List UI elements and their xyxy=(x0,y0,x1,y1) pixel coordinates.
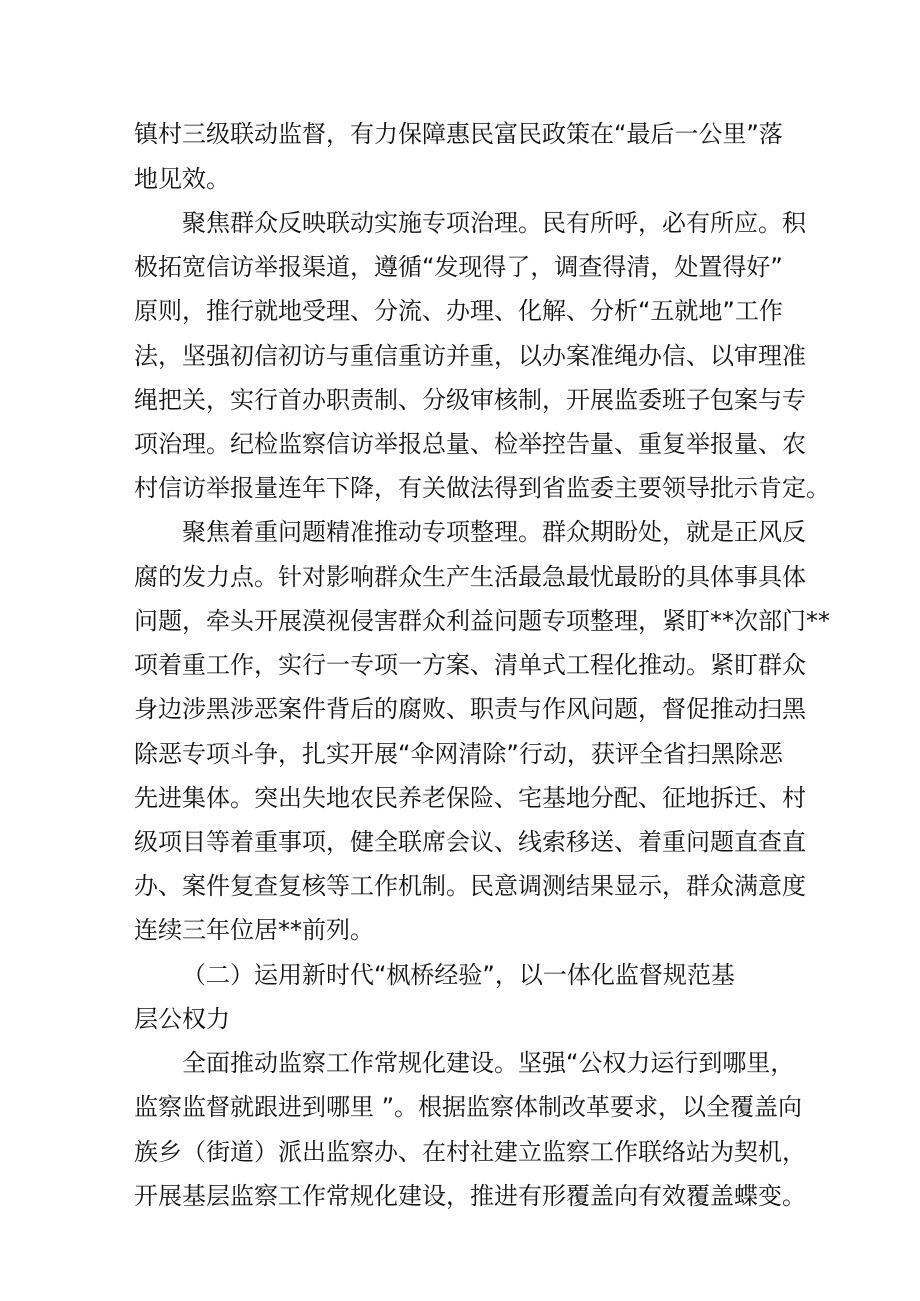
text-line-18: 办、案件复查复核等工作机制。民意调测结果显示，群众满意度 xyxy=(134,872,806,900)
paragraph-heading-supervision: 全面推动监察工作常规化建设。坚强“公权力运行到哪里， xyxy=(182,1049,795,1077)
paragraph-heading-rectification: 聚焦着重问题精准推动专项整理。群众期盼处，就是正风反 xyxy=(182,518,806,546)
section-heading-2: （二）运用新时代“枫桥经验”，以一体化监督规范基 xyxy=(182,961,735,989)
text-line-1: 镇村三级联动监督，有力保障惠民富民政策在“最后一公里”落 xyxy=(134,120,783,148)
text-line-12: 问题，牵头开展漠视侵害群众利益问题专项整理，紧盯**次部门** xyxy=(134,607,830,635)
text-line-8: 项治理。纪检监察信访举报总量、检举控告量、重复举报量、农 xyxy=(134,430,806,458)
text-line-2: 地见效。 xyxy=(134,165,230,193)
paragraph-heading-governance: 聚焦群众反映联动实施专项治理。民有所呼，必有所应。积 xyxy=(182,209,806,237)
text-line-9: 村信访举报量连年下降，有关做法得到省监委主要领导批示肯定。 xyxy=(134,474,830,502)
section-heading-2-continued: 层公权力 xyxy=(134,1005,230,1033)
text-line-25: 开展基层监察工作常规化建设，推进有形覆盖向有效覆盖蝶变。 xyxy=(134,1182,806,1210)
text-line-7: 绳把关，实行首办职责制、分级审核制，开展监委班子包案与专 xyxy=(134,386,806,414)
text-line-6: 法，坚强初信初访与重信重访并重，以办案准绳办信、以审理准 xyxy=(134,342,806,370)
text-line-5: 原则，推行就地受理、分流、办理、化解、分析“五就地”工作 xyxy=(134,297,783,325)
text-line-11: 腐的发力点。针对影响群众生产生活最急最忧最盼的具体事具体 xyxy=(134,563,806,591)
text-line-13: 项着重工作，实行一专项一方案、清单式工程化推动。紧盯群众 xyxy=(134,651,806,679)
text-line-16: 先进集体。突出失地农民养老保险、宅基地分配、征地拆迁、村 xyxy=(134,784,806,812)
text-line-4: 极拓宽信访举报渠道，遵循“发现得了，调查得清，处置得好” xyxy=(134,253,783,281)
text-line-24: 族乡（街道）派出监察办、在村社建立监察工作联络站为契机， xyxy=(134,1138,806,1166)
text-line-14: 身边涉黑涉恶案件背后的腐败、职责与作风问题，督促推动扫黑 xyxy=(134,695,806,723)
text-line-23: 监察监督就跟进到哪里 ”。根据监察体制改革要求，以全覆盖向 xyxy=(134,1093,803,1121)
text-line-19: 连续三年位居**前列。 xyxy=(134,916,374,944)
text-line-17: 级项目等着重事项，健全联席会议、线索移送、着重问题直查直 xyxy=(134,828,806,856)
text-line-15: 除恶专项斗争，扎实开展“伞网清除”行动，获评全省扫黑除恶 xyxy=(134,740,783,768)
